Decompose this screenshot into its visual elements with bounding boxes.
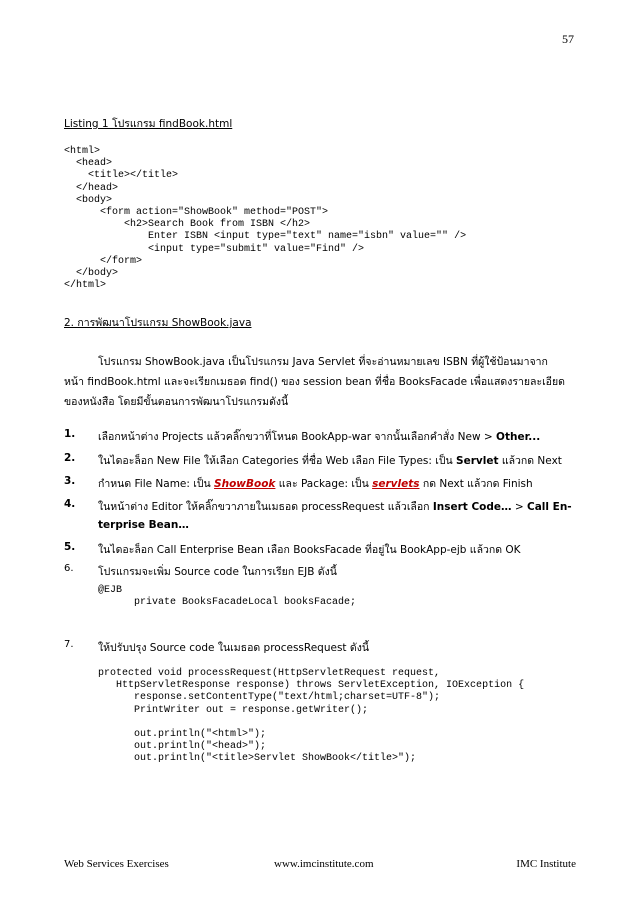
section-title: 2. การพัฒนาโปรแกรม ShowBook.java [64,317,252,329]
code-block-process-request: protected void processRequest(HttpServletRequest request, HttpServletResponse response) throws ServletException, IOException { response.setContentType("text/html;charset=UTF-8"); PrintWriter out = response.getWriter(); out.println("<html>"); out.println("<head>"); out.println("<title>Servlet ShowBook</title>"); [98,668,525,765]
step-number: 6. [64,563,74,574]
page-number: 57 [562,32,574,46]
intro-paragraph [64,352,584,412]
step-text: ในหน้าต่าง Editor ให้คลิ๊กขวาภายในเมธอด processRequest แล้วเลือก Insert Code… > Call En- [98,501,572,513]
step-text: โปรแกรมจะเพิ่ม Source code ในการเรียก EJB ดังนี้ [98,566,337,578]
step-text: terprise Bean… [98,519,189,531]
step-number: 4. [64,498,76,510]
paragraph-line: โปรแกรม ShowBook.java เป็นโปรแกรม Java Servlet ที่จะอ่านหมายเลข ISBN ที่ผู้ใช้ป้อนมาจาก [98,356,548,368]
step-number: 5. [64,541,76,553]
step-number: 1. [64,428,76,440]
package-value: servlets [372,478,420,490]
step-number: 3. [64,475,76,487]
footer-left: Web Services Exercises [64,858,169,870]
step-number: 7. [64,639,74,650]
step-text: ให้ปรับปรุง Source code ในเมธอด processRequest ดังนี้ [98,642,369,654]
step-text: ในไดอะล็อก Call Enterprise Bean เลือก BooksFacade ที่อยู่ใน BookApp-ejb แล้วกด OK [98,544,521,556]
paragraph-line: หน้า findBook.html และจะเรียกเมธอด find() ของ session bean ที่ชื่อ BooksFacade เพื่อแสดงรายละเอียด [64,376,565,388]
code-block-html: <html> <head> <title></title> </head> <body> <form action="ShowBook" method="POST"> <h2>Search Book from ISBN </h2> Enter ISBN <input type="text" name="isbn" value="" /> <input type="submit" value="Find" /> </form> </body> </html> [64,146,467,292]
step-text: เลือกหน้าต่าง Projects แล้วคลิ๊กขวาที่โหนด BookApp-war จากนั้นเลือกคำสั่ง New > Other... [98,431,541,443]
paragraph-line: ของหนังสือ โดยมีขั้นตอนการพัฒนาโปรแกรมดังนี้ [64,396,289,408]
footer-right: IMC Institute [516,858,576,870]
step-text: ในไดอะล็อก New File ให้เลือก Categories ที่ชื่อ Web เลือก File Types: เป็น Servlet แล้วกด Next [98,455,562,467]
listing-title: Listing 1 โปรแกรม findBook.html [64,118,233,130]
step-text: กำหนด File Name: เป็น ShowBook และ Package: เป็น servlets กด Next แล้วกด Finish [98,478,533,490]
code-block-ejb: @EJB private BooksFacadeLocal booksFacade; [98,585,357,609]
footer-center: www.imcinstitute.com [274,858,374,870]
step-number: 2. [64,452,76,464]
file-name-value: ShowBook [214,478,276,490]
